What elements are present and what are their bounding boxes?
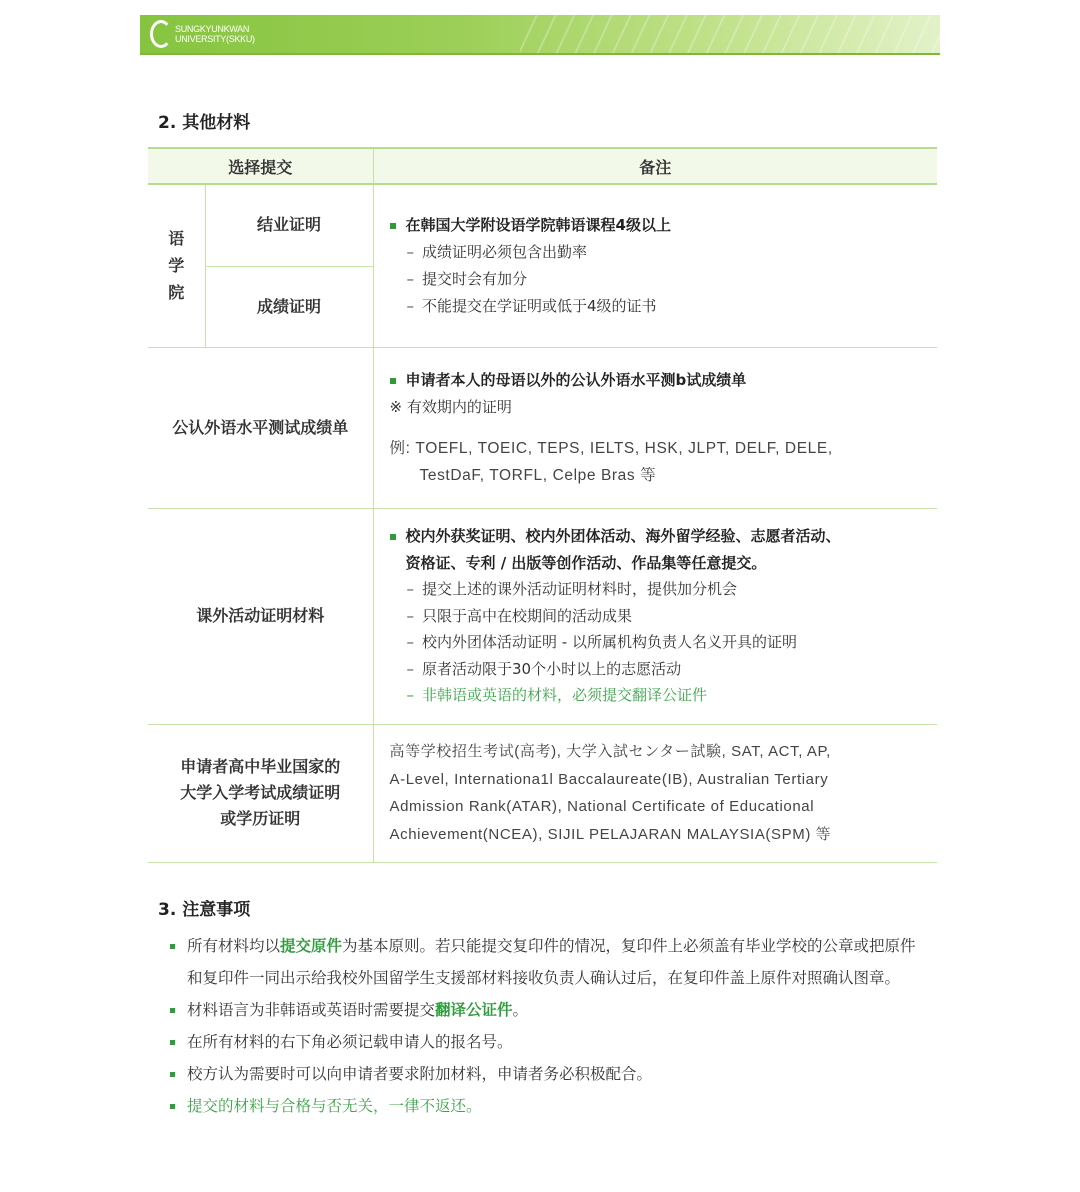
extracurricular-notes: 校内外获奖证明、校内外团体活动、海外留学经验、志愿者活动、 资格证、专利 / 出版等创作活动、作品集等任意提交。 – 提交上述的课外活动证明材料时，提供加分机会 – 只限于高中在校期间的活动成果 – 校内外团体活动证明 - 以所属机构负责人名义开具的证明 – 原者活动限于30个小时以上的志愿活动 – 非韩语或英语的材料，必须提交翻译公证件: [373, 508, 937, 724]
table-row-entrance-exam: [148, 724, 937, 862]
list-item: 材料语言为非韩语或英语时需要提交翻译公证件。: [170, 994, 950, 1026]
notes-list: [170, 930, 950, 1122]
banner-decoration: [520, 15, 940, 55]
list-item: 校方认为需要时可以向申请者要求附加材料，申请者务必积极配合。: [170, 1058, 950, 1090]
other-materials-table: [148, 147, 937, 863]
skku-logo-icon: [150, 20, 172, 48]
entrance-exam-label: 申请者高中毕业国家的 大学入学考试成绩证明 或学历证明: [148, 724, 373, 862]
language-school-notes: 在韩国大学附设语学院韩语课程4级以上 – 成绩证明必须包含出勤率 – 提交时会有加分 – 不能提交在学证明或低于4级的证书: [373, 184, 937, 347]
header-remarks: 备注: [373, 148, 937, 184]
completion-certificate-label: 结业证明: [205, 184, 373, 266]
header-banner: [140, 15, 940, 55]
entrance-exam-notes: 高等学校招生考试(高考), 大学入試センター試験, SAT, ACT, AP, A-Level, Internationa1l Baccalaureate(IB), Australian Tertiary Admission Rank(ATAR), National Certificate of Educational Achievement(NCEA), SIJIL PELAJARAN MALAYSIA(SPM) 等: [373, 724, 937, 862]
banner-underline: [140, 53, 940, 55]
language-school-label: 语 学 院: [148, 184, 205, 347]
header-select-submit: 选择提交: [148, 148, 373, 184]
foreign-language-notes: 申请者本人的母语以外的公认外语水平测b试成绩单 ※ 有效期内的证明 例: TOEFL, TOEIC, TEPS, IELTS, HSK, JLPT, DELF, DELE, TestDaF, TORFL, Celpe Bras 等: [373, 347, 937, 508]
university-logo: [150, 20, 255, 48]
list-item: 在所有材料的右下角必须记载申请人的报名号。: [170, 1026, 950, 1058]
list-item: 所有材料均以提交原件为基本原则。若只能提交复印件的情况，复印件上必须盖有毕业学校的公章或把原件 和复印件一同出示给我校外国留学生支援部材料接收负责人确认过后，在复印件盖上原件对照确认图章。: [170, 930, 950, 994]
table-row-extracurricular: [148, 508, 937, 724]
table-row-foreign-language: [148, 347, 937, 508]
list-item: 提交的材料与合格与否无关，一律不返还。: [170, 1090, 950, 1122]
transcript-label: 成绩证明: [205, 266, 373, 347]
logo-line2: UNIVERSITY(SKKU): [175, 34, 255, 44]
foreign-language-test-label: 公认外语水平测试成绩单: [148, 347, 373, 508]
logo-line1: SUNGKYUNKWAN: [175, 24, 250, 34]
extracurricular-label: 课外活动证明材料: [148, 508, 373, 724]
table-row-language-school-1: [148, 184, 937, 266]
section-title-notes: 3. 注意事项: [158, 900, 251, 920]
section-title-other-materials: 2. 其他材料: [158, 113, 251, 133]
